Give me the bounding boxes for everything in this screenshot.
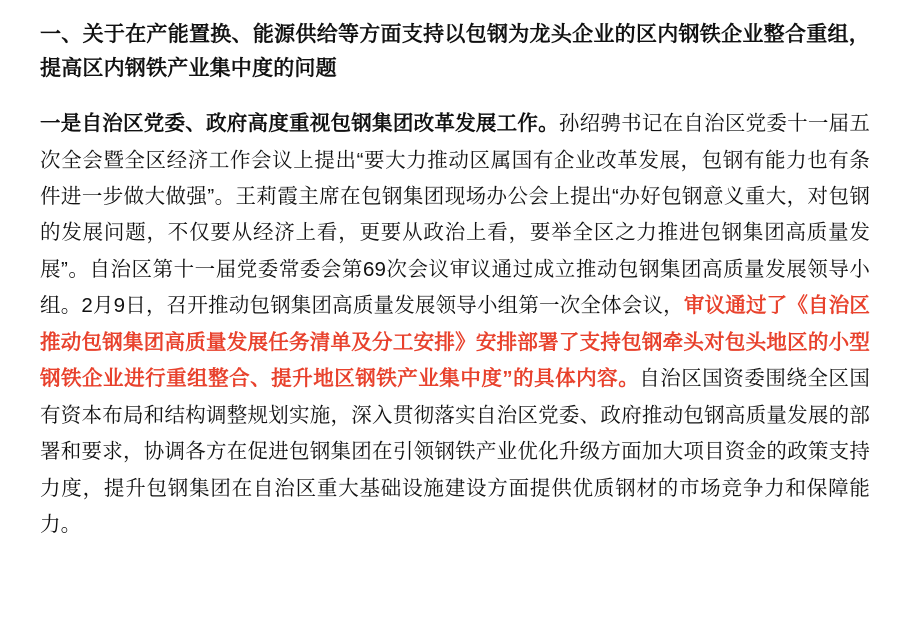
section-heading: 一、关于在产能置换、能源供给等方面支持以包钢为龙头企业的区内钢铁企业整合重组，提高区内钢铁产业集中度的问题 — [40, 23, 870, 81]
paragraph-body-before-highlight: 孙绍骋书记在自治区党委十一届五次全会暨全区经济工作会议上提出“要大力推动区属国有企业改革发展，包钢有能力也有条件进一步做大做强”。王莉霞主席在包钢集团现场办公会上提出“办好包钢意义重大，对包钢的发展问题，不仅要从经济上看，更要从政治上看，要举全区之力推进包钢集团高质量发展”。自治区第十一届党委常委会第69次会议审议通过成立推动包钢集团高质量发展领导小组。2月9日，召开推动包钢集团高质量发展领导小组第一次全体会议， — [40, 112, 871, 318]
paragraph-body-after-highlight: 自治区国资委围绕全区国有资本布局和结构调整规划实施，深入贯彻落实自治区党委、政府推动包钢高质量发展的部署和要求，协调各方在促进包钢集团在引领钢铁产业优化升级方面加大项目资金的政策支持力度，提升包钢集团在自治区重大基础设施建设方面提供优质钢材的市场竞争力和保障能力。 — [40, 367, 870, 537]
paragraph-lead-sentence: 一是自治区党委、政府高度重视包钢集团改革发展工作。 — [40, 112, 559, 136]
body-paragraph — [40, 106, 870, 544]
highlighted-text: 审议通过了《自治区推动包钢集团高质量发展任务清单及分工安排》安排部署了支持包钢牵头对包头地区的小型钢铁企业进行重组整合、提升地区钢铁产业集中度”的具体内容。 — [40, 294, 870, 391]
